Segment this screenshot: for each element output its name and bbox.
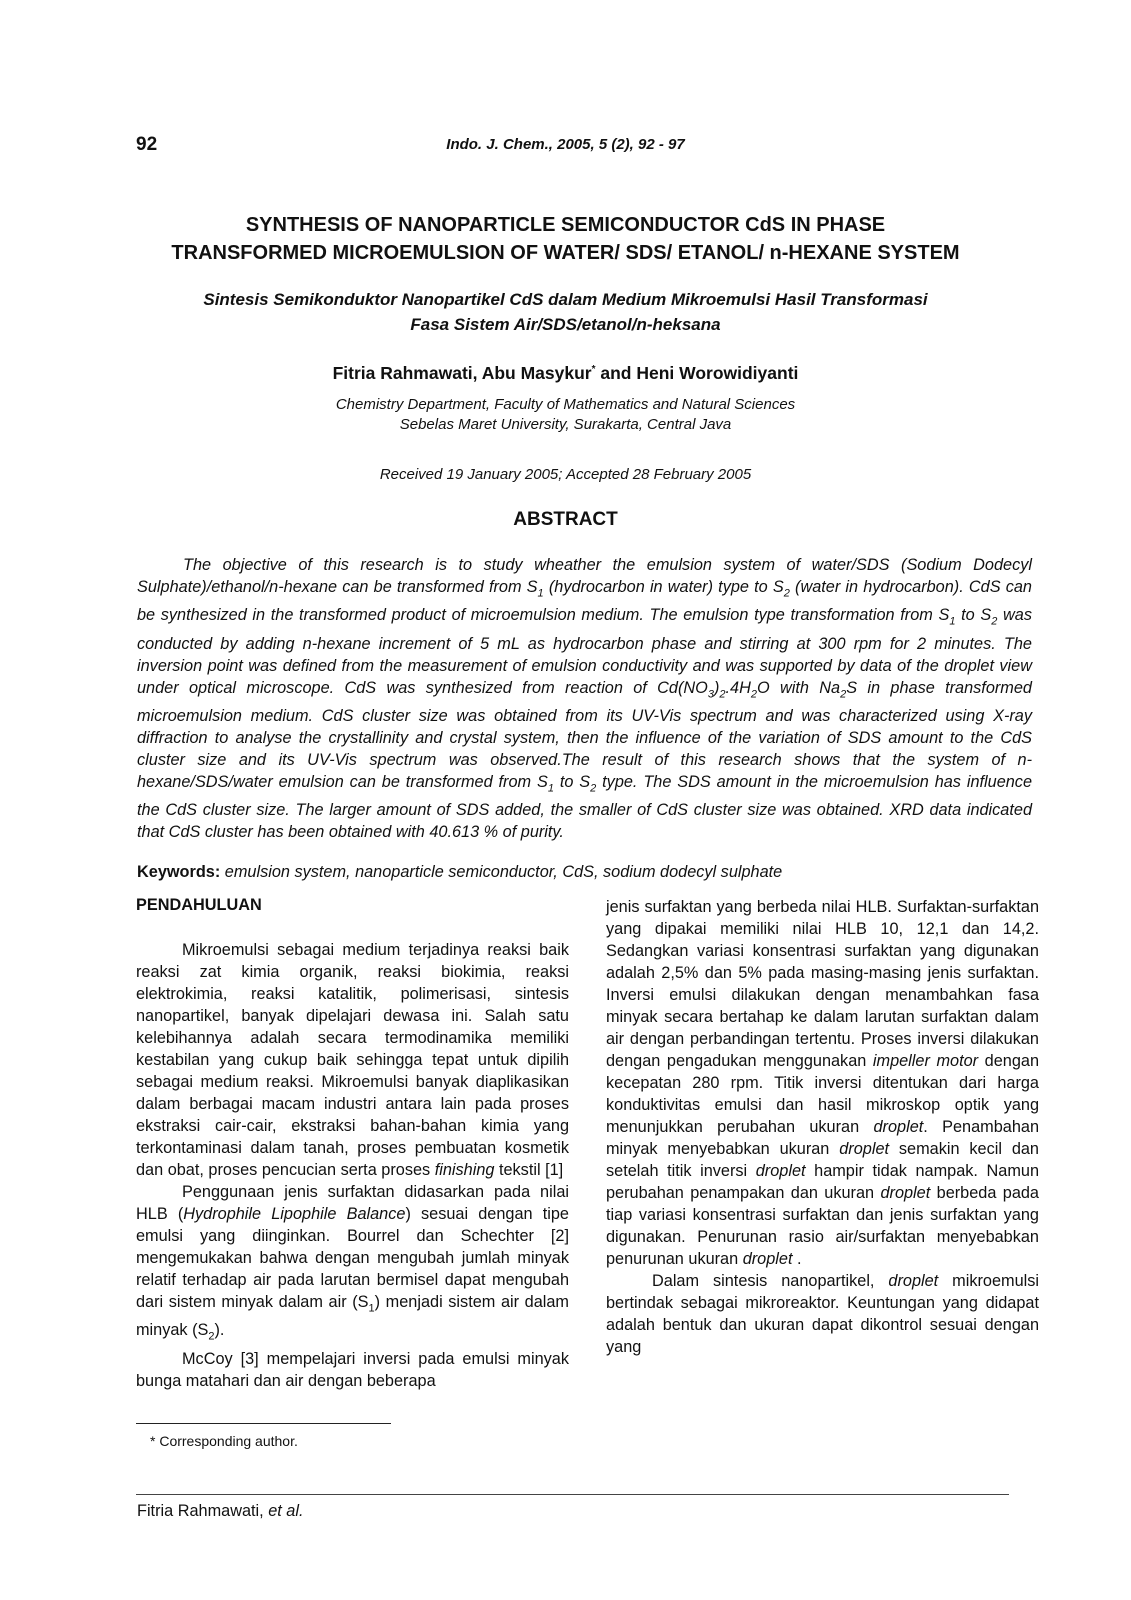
- abstract-body: [137, 554, 1032, 843]
- keywords-label: Keywords:: [137, 863, 221, 881]
- body-paragraph: jenis surfaktan yang berbeda nilai HLB. Surfaktan-surfaktan yang dipakai memiliki nilai HLB 10, 12,1 dan 14,2. Sedangkan variasi konsentrasi surfaktan yang digunakan adalah 2,5% dan 5% pada masing-masing jenis surfaktan. Inversi emulsi dilakukan dengan menambahkan fasa minyak secara bertahap ke dalam larutan surfaktan dalam air dengan perbandingan tertentu. Proses inversi dilakukan dengan pengadukan menggunakan impeller motor dengan kecepatan 280 rpm. Titik inversi ditentukan dari harga konduktivitas emulsi dan hasil mikroskop optik yang menunjukkan perubahan ukuran droplet. Penambahan minyak menyebabkan ukuran droplet semakin kecil dan setelah titik inversi droplet hampir tidak nampak. Namun perubahan penampakan dan ukuran droplet berbeda pada tiap variasi konsentrasi surfaktan dan jenis surfaktan yang digunakan. Penurunan rasio air/surfaktan menyebabkan penurunan ukuran droplet .: [606, 898, 1039, 1268]
- footnote: * Corresponding author.: [150, 1433, 298, 1449]
- body-paragraph: McCoy [3] mempelajari inversi pada emulsi minyak bunga matahari dan air dengan beberapa: [136, 1349, 569, 1390]
- keywords-text: emulsion system, nanoparticle semiconductor, CdS, sodium dodecyl sulphate: [220, 863, 783, 881]
- keywords: [137, 863, 1032, 882]
- right-column: [606, 896, 1039, 1358]
- footnote-divider: [136, 1423, 391, 1424]
- footer-etal: et al.: [268, 1502, 304, 1520]
- paper-subtitle-line-2: Fasa Sistem Air/SDS/etanol/n-heksana: [410, 315, 721, 334]
- footer-author: Fitria Rahmawati,: [137, 1502, 269, 1520]
- affiliation-line-1: Chemistry Department, Faculty of Mathematics and Natural Sciences: [335, 396, 796, 413]
- author-list: [0, 363, 1131, 384]
- authors-part-1: Fitria Rahmawati, Abu Masykur: [332, 363, 592, 383]
- authors-part-2: and Heni Worowidiyanti: [595, 363, 799, 383]
- section-heading: PENDAHULUAN: [136, 896, 262, 914]
- abstract-heading: ABSTRACT: [513, 509, 618, 530]
- body-paragraph: Mikroemulsi sebagai medium terjadinya reaksi baik reaksi zat kimia organik, reaksi biokimia, reaksi elektrokimia, reaksi katalitik, polimerisasi, sintesis nanopartikel, banyak dipelajari dewasa ini. Salah satu kelebihannya adalah secara termodinamika memiliki kestabilan yang cukup baik sehingga tepat untuk dipilih sebagai medium reaksi. Mikroemulsi banyak diaplikasikan dalam berbagai macam industri antara lain pada proses ekstraksi cair-cair, ekstraksi bahan-bahan kimia yang terkontaminasi dalam tanah, proses pembuatan kosmetik dan obat, proses pencucian serta proses finishing tekstil [1]: [136, 941, 569, 1179]
- page-footer: [137, 1502, 304, 1521]
- paper-title-line-1: SYNTHESIS OF NANOPARTICLE SEMICONDUCTOR CdS IN PHASE: [245, 214, 886, 236]
- left-column: [136, 939, 569, 1392]
- affiliation-line-2: Sebelas Maret University, Surakarta, Central Java: [399, 416, 732, 433]
- paper-title-line-2: TRANSFORMED MICROEMULSION OF WATER/ SDS/ ETANOL/ n-HEXANE SYSTEM: [171, 242, 960, 264]
- body-paragraph: Penggunaan jenis surfaktan didasarkan pada nilai HLB (Hydrophile Lipophile Balance) sesuai dengan tipe emulsi yang diinginkan. Bourrel dan Schechter [2] mengemukakan bahwa dengan mengubah jumlah minyak relatif terhadap air pada larutan bermisel dapat mengubah dari sistem minyak dalam air $(S_1)$ menjadi sistem air dalam minyak $(S_2)$.: [136, 1183, 569, 1343]
- journal-reference: Indo. J. Chem., 2005, 5 (2), 92 - 97: [446, 136, 685, 153]
- abstract-paragraph: The objective of this research is to study wheather the emulsion system of water/SDS (Sodium Dodecyl Sulphate)/ethanol/n-hexane can be transformed from $S_1$ (hydrocarbon in water) type to $S_2$ (water in hydrocarbon). CdS can be synthesized in the transformed product of microemulsion medium. The emulsion type transformation from $S_1$ to $S_2$ was conducted by adding n-hexane increment of 5 mL as hydrocarbon phase and stirring at 300 rpm for 2 minutes. The inversion point was defined from the measurement of emulsion conductivity and was supported by data of the droplet view under optical microscope. CdS was synthesized from reaction of $Cd(NO_3)_2.4H_2O$ with $Na_2S$ in phase transformed microemulsion medium. CdS cluster size was obtained from its UV-Vis spectrum and was characterized using X-ray diffraction to analyse the crystallinity and crystal system, then the influence of the variation of SDS amount to the CdS cluster size and its UV-Vis spectrum was observed.The result of this research shows that the system of n-hexane/SDS/water emulsion can be transformed from $S_1$ to $S_2$ type. The SDS amount in the microemulsion has influence the CdS cluster size. The larger amount of SDS added, the smaller of CdS cluster size was obtained. XRD data indicated that CdS cluster has been obtained with 40.613 % of purity.: [137, 556, 1032, 841]
- body-paragraph: Dalam sintesis nanopartikel, droplet mikroemulsi bertindak sebagai mikroreaktor. Keuntungan yang didapat adalah bentuk dan ukuran dapat dikontrol sesuai dengan yang: [606, 1272, 1039, 1356]
- received-dates: Received 19 January 2005; Accepted 28 February 2005: [379, 466, 752, 483]
- corresponding-author-mark: *: [591, 364, 596, 376]
- footer-divider: [136, 1494, 1009, 1495]
- page-number: 92: [136, 134, 158, 155]
- paper-subtitle-line-1: Sintesis Semikonduktor Nanopartikel CdS dalam Medium Mikroemulsi Hasil Transformasi: [203, 290, 928, 309]
